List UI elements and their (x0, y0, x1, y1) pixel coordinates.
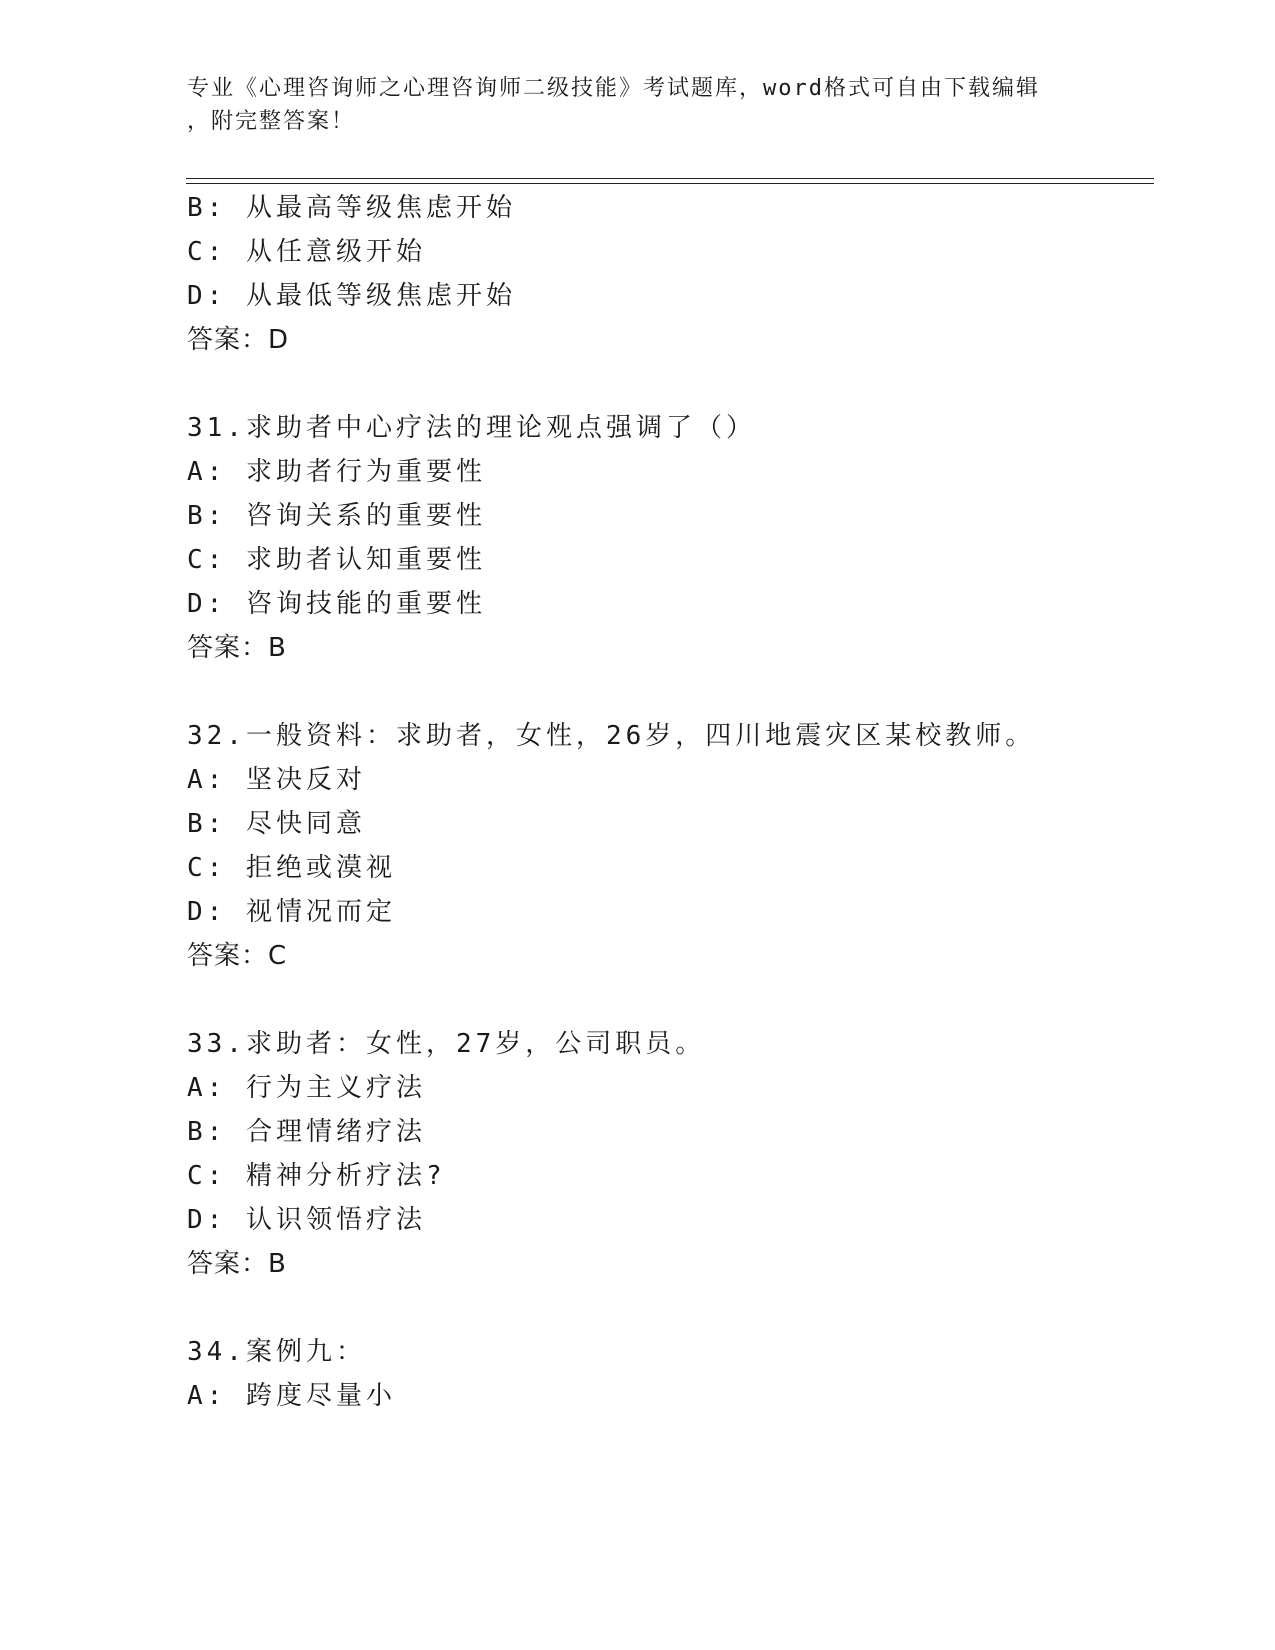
q33-option-b: B: 合理情绪疗法 (187, 1117, 426, 1147)
q31-option-d: D: 咨询技能的重要性 (187, 589, 486, 619)
q32-option-a: A: 坚决反对 (187, 765, 366, 795)
q31-option-c: C: 求助者认知重要性 (187, 545, 486, 575)
q33-option-a: A: 行为主义疗法 (187, 1073, 426, 1103)
q33-option-c: C: 精神分析疗法? (187, 1161, 446, 1191)
header-divider-top (186, 178, 1154, 179)
q32-option-d: D: 视情况而定 (187, 897, 396, 927)
q32-question: 32.一般资料：求助者，女性，26岁，四川地震灾区某校教师。 (187, 721, 1036, 751)
q30-option-d: D: 从最低等级焦虑开始 (187, 281, 516, 311)
q31-option-b: B: 咨询关系的重要性 (187, 501, 486, 531)
q31-answer: 答案：B (187, 633, 287, 663)
header-subtitle-line: ，附完整答案！ (187, 109, 356, 134)
q30-option-b: B: 从最高等级焦虑开始 (187, 193, 516, 223)
document-header (187, 72, 1067, 138)
q31-option-a: A: 求助者行为重要性 (187, 457, 486, 487)
q30-answer: 答案：D (187, 325, 290, 355)
q30-option-c: C: 从任意级开始 (187, 237, 426, 267)
q32-option-b: B: 尽快同意 (187, 809, 366, 839)
q32-answer: 答案：C (187, 941, 288, 971)
q33-option-d: D: 认识领悟疗法 (187, 1205, 426, 1235)
q34-question: 34.案例九： (187, 1337, 366, 1367)
header-title-line: 专业《心理咨询师之心理咨询师二级技能》考试题库，word格式可自由下载编辑 (187, 76, 1040, 101)
q33-question: 33.求助者：女性，27岁，公司职员。 (187, 1029, 706, 1059)
q33-answer: 答案：B (187, 1249, 287, 1279)
header-divider-bottom (186, 183, 1154, 184)
q34-option-a: A: 跨度尽量小 (187, 1381, 396, 1411)
q31-question: 31.求助者中心疗法的理论观点强调了（） (187, 413, 756, 443)
q32-option-c: C: 拒绝或漠视 (187, 853, 396, 883)
